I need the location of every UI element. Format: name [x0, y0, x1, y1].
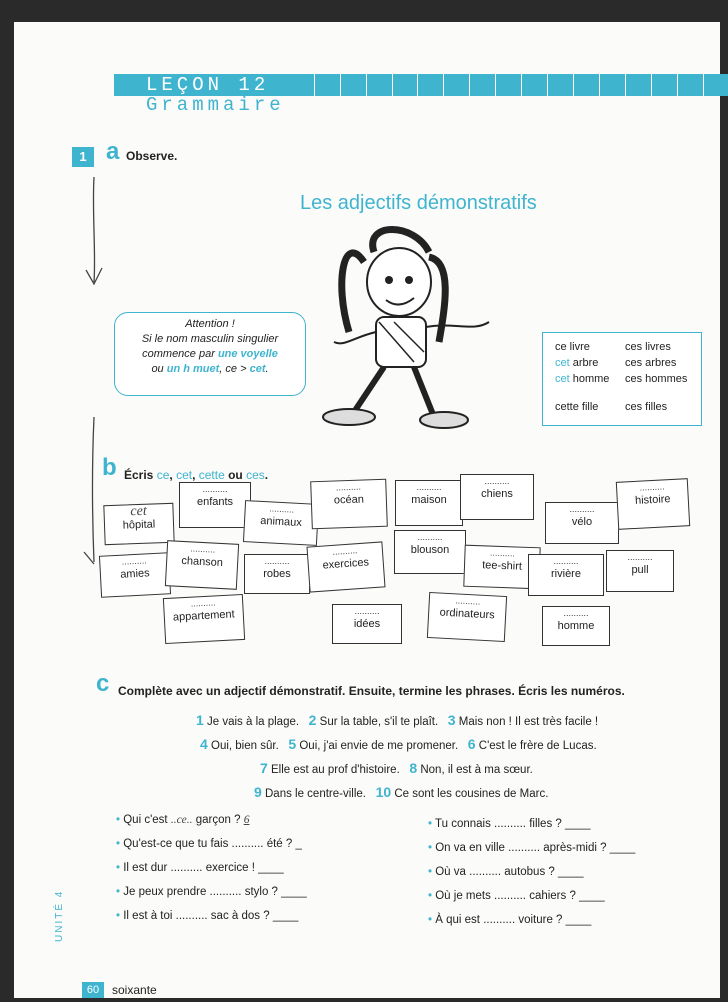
- word-card[interactable]: .......... enfants: [179, 482, 251, 528]
- section-label: Grammaire: [146, 94, 285, 116]
- word-card[interactable]: .......... ordinateurs: [427, 592, 507, 642]
- cartoon-character-icon: [304, 222, 534, 432]
- part-c-letter: c: [96, 670, 110, 697]
- table-row: cette fille ces filles: [555, 401, 668, 413]
- part-b-instruction: Écris ce, cet, cette ou ces.: [124, 468, 269, 482]
- lesson-header: [114, 72, 728, 116]
- arrow-decoration-icon: [74, 172, 114, 292]
- section-title: Les adjectifs démonstratifs: [300, 192, 537, 214]
- word-card[interactable]: .......... appartement: [163, 594, 245, 644]
- ending-line: 4 Oui, bien sûr. 5 Oui, j'ai envie de me promener. 6 C'est le frère de Lucas.: [200, 736, 597, 752]
- word-card[interactable]: .......... rivière: [528, 554, 604, 596]
- word-card[interactable]: .......... robes: [244, 554, 310, 594]
- word-card[interactable]: .......... homme: [542, 606, 610, 646]
- question-item[interactable]: • Il est à toi .......... sac à dos ? ____: [116, 910, 299, 922]
- attention-line: ou un h muet, ce > cet.: [151, 363, 269, 375]
- page-word: soixante: [112, 983, 157, 997]
- page-number: 60: [82, 982, 104, 998]
- attention-heading: Attention !: [185, 318, 235, 330]
- question-item[interactable]: • Qui c'est ..ce.. garçon ? 6: [116, 814, 250, 826]
- word-card[interactable]: .......... pull: [606, 550, 674, 592]
- attention-line: Si le nom masculin singulier: [141, 333, 279, 345]
- part-b-letter: b: [102, 454, 117, 481]
- bracket-decoration-icon: [74, 412, 104, 572]
- word-card[interactable]: .......... chanson: [165, 540, 239, 590]
- word-card[interactable]: .......... idées: [332, 604, 402, 644]
- word-card[interactable]: cet hôpital: [103, 503, 174, 545]
- question-item[interactable]: • À qui est .......... voiture ? ____: [428, 914, 592, 926]
- part-a-instruction: Observe.: [126, 149, 178, 163]
- question-item[interactable]: • On va en ville .......... après-midi ? ____: [428, 842, 636, 854]
- table-row: cet homme ces hommes: [555, 373, 688, 385]
- textbook-page: [14, 22, 720, 998]
- ending-line: 9 Dans le centre-ville. 10 Ce sont les cousines de Marc.: [254, 784, 549, 800]
- word-card[interactable]: .......... histoire: [616, 478, 690, 530]
- ending-line: 1 Je vais à la plage. 2 Sur la table, s'il te plaît. 3 Mais non ! Il est très facile !: [196, 712, 599, 728]
- word-card[interactable]: .......... tee-shirt: [463, 545, 540, 590]
- question-item[interactable]: • Où je mets .......... cahiers ? ____: [428, 890, 605, 902]
- part-c-instruction: Complète avec un adjectif démonstratif. Ensuite, termine les phrases. Écris les numéros.: [118, 684, 625, 698]
- attention-line: commence par une voyelle: [142, 348, 278, 360]
- word-card[interactable]: .......... amies: [99, 552, 171, 598]
- word-card[interactable]: .......... vélo: [545, 502, 619, 544]
- attention-note: [114, 312, 306, 396]
- demonstrative-table: [542, 332, 702, 426]
- question-item[interactable]: • Il est dur .......... exercice ! ____: [116, 862, 284, 874]
- word-card[interactable]: .......... maison: [395, 480, 463, 526]
- table-row: cet arbre ces arbres: [555, 357, 677, 369]
- question-item[interactable]: • Qu'est-ce que tu fais .......... été ? _: [116, 838, 302, 850]
- question-item[interactable]: • Je peux prendre .......... stylo ? ____: [116, 886, 307, 898]
- word-card[interactable]: .......... exercices: [306, 541, 385, 592]
- table-row: ce livre ces livres: [555, 341, 671, 353]
- lesson-label: LEÇON 12: [146, 74, 270, 96]
- part-a-letter: a: [106, 138, 120, 165]
- unit-label: UNITÉ 4: [54, 889, 65, 942]
- ending-line: 7 Elle est au prof d'histoire. 8 Non, il est à ma sœur.: [260, 760, 533, 776]
- word-card[interactable]: .......... chiens: [460, 474, 534, 520]
- exercise-number: 1: [72, 147, 94, 167]
- question-item[interactable]: • Tu connais .......... filles ? ____: [428, 818, 591, 830]
- question-item[interactable]: • Où va .......... autobus ? ____: [428, 866, 584, 878]
- word-card[interactable]: .......... animaux: [243, 500, 319, 546]
- word-card[interactable]: .......... océan: [310, 479, 388, 530]
- word-card[interactable]: .......... blouson: [394, 530, 466, 574]
